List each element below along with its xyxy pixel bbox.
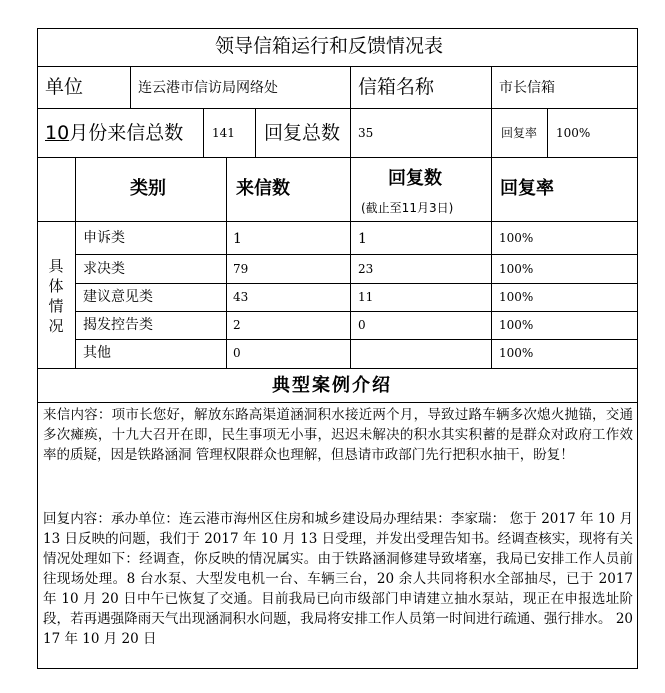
row-incoming: 43 <box>233 290 249 304</box>
side-char: 情 <box>48 297 64 315</box>
rule <box>75 339 638 340</box>
rule <box>75 283 638 284</box>
header-replies: 回复数 <box>388 168 442 189</box>
row-replies: 23 <box>358 262 374 276</box>
mailbox-label: 信箱名称 <box>358 76 435 98</box>
rule <box>350 157 351 368</box>
cases-heading: 典型案例介绍 <box>272 375 392 396</box>
rule <box>491 108 492 157</box>
rule <box>75 311 638 312</box>
row-category: 建议意见类 <box>83 289 153 305</box>
row-rate: 100% <box>499 231 534 245</box>
header-rate: 回复率 <box>500 178 554 199</box>
row-replies: 1 <box>358 231 367 247</box>
table-title: 领导信箱运行和反馈情况表 <box>215 35 444 57</box>
rule <box>491 66 492 108</box>
rule <box>37 402 638 403</box>
rule <box>37 368 638 369</box>
rule <box>491 157 492 368</box>
rule <box>75 157 76 368</box>
row-replies: 11 <box>358 290 374 304</box>
row-rate: 100% <box>499 290 534 304</box>
side-char: 况 <box>48 317 64 335</box>
reply-rate: 100% <box>556 126 591 140</box>
side-char: 体 <box>48 277 64 295</box>
row-category: 求决类 <box>83 261 125 277</box>
reply-total: 35 <box>358 126 374 140</box>
month-number: 10 <box>45 122 70 144</box>
row-replies: 0 <box>358 318 366 332</box>
month-label <box>45 124 183 143</box>
rule <box>350 108 351 157</box>
side-label-details <box>43 256 69 336</box>
header-incoming: 来信数 <box>236 178 290 199</box>
row-category: 申诉类 <box>83 230 125 246</box>
rule <box>350 66 351 108</box>
rule <box>75 254 638 255</box>
row-incoming: 0 <box>233 346 241 360</box>
row-rate: 100% <box>499 262 534 276</box>
rule <box>37 157 638 158</box>
rule <box>37 221 638 222</box>
row-incoming: 2 <box>233 318 241 332</box>
rule <box>37 66 638 67</box>
rule <box>226 157 227 368</box>
row-rate: 100% <box>499 318 534 332</box>
rule <box>203 108 204 157</box>
case-letter: 来信内容：项市长您好，解放东路高渠道涵洞积水接近两个月，导致过路车辆多次熄火抛锚，交通多次瘫痪，十九大召开在即，民生事项无小事，迟迟未解决的积水其实积蓄的是群众对政府工作效率的质疑，因是铁路涵洞 管理权限群众也理解，但恳请市政部门先行把积水抽干，盼复！ <box>43 407 633 463</box>
row-incoming: 79 <box>233 262 249 276</box>
row-incoming: 1 <box>233 231 242 247</box>
reply-total-label: 回复总数 <box>264 122 341 144</box>
header-replies-note: (截止至11月3日) <box>361 201 454 215</box>
header-category: 类别 <box>130 178 166 199</box>
rule <box>130 66 131 108</box>
unit-label: 单位 <box>45 76 84 98</box>
unit-value: 连云港市信访局网络处 <box>138 80 278 96</box>
case-reply: 回复内容：承办单位：连云港市海州区住房和城乡建设局办理结果：李家瑞： 您于 2017 年 10 月 13 日反映的问题，我们于 2017 年 10 月 13 日受理，并发出受理告知书。经调查核实，现将有关情况处理如下：经调查，你反映的情况属实。由于铁路涵洞修建导致堵塞，我局已安排工作人员前往现场处理。8 台水泵、大型发电机一台、车辆三台，20 余人共同将积水全部抽尽，已于 2017 年 10 月 20 日中午已恢复了交通。目前我局已向市级部门申请建立抽水泵站，现正在申报选址阶段，若再遇强降雨天气出现涵洞积水问题，我局将安排工作人员第一时间进行疏通、强行排水。 2017 年 10 月 20 日 <box>43 511 633 647</box>
rule <box>547 108 548 157</box>
incoming-total: 141 <box>212 126 235 140</box>
rule <box>255 108 256 157</box>
mailbox-value: 市长信箱 <box>499 80 555 96</box>
row-category: 揭发控告类 <box>83 317 153 333</box>
reply-rate-label: 回复率 <box>501 126 538 140</box>
month-suffix: 月份来信总数 <box>69 122 184 144</box>
side-char: 具 <box>48 257 64 275</box>
row-rate: 100% <box>499 346 534 360</box>
row-category: 其他 <box>83 345 111 361</box>
